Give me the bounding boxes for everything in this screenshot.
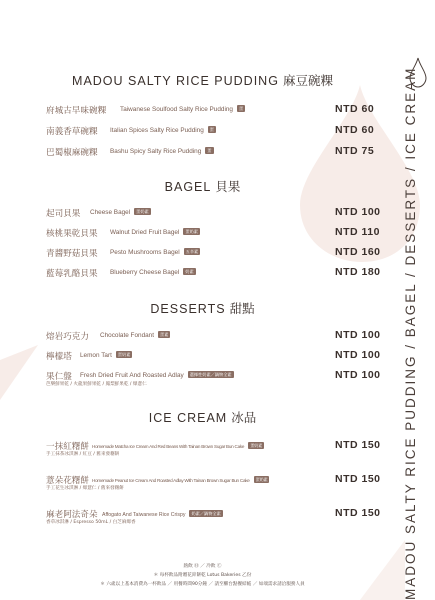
section-title-en: MADOU SALTY RICE PUDDING [72, 74, 279, 88]
item-name-en: Taiwanese Soulfood Salty Rice Pudding 蛋 [120, 106, 244, 113]
item-name-en: Homemade Peanut Ice Cream And Roasted Adlay With Tainan Brown Sugar Bun Cake 蛋奶素 [92, 477, 268, 483]
item-name-zh: 果仁盤 [46, 372, 72, 382]
menu-item [46, 330, 386, 348]
diet-tag: 奶素 [185, 269, 194, 274]
item-price: NTD 100 [335, 329, 381, 341]
diet-tag: 選擇性奶素／鍋物全素 [189, 372, 232, 377]
item-price: NTD 150 [335, 507, 381, 519]
item-name-zh: 核桃果乾貝果 [46, 229, 98, 239]
menu-item [46, 370, 386, 388]
item-name-en: Blueberry Cheese Bagel 奶素 [110, 269, 194, 276]
item-name-en: Italian Spices Salty Rice Pudding 蛋 [110, 127, 214, 134]
item-name-en: Walnut Dried Fruit Bagel 蛋奶素 [110, 229, 198, 236]
item-name-en: Fresh Dried Fruit And Roasted Adlay 選擇性奶素／鍋物全素 [80, 372, 232, 379]
item-name-en: Pesto Mushrooms Bagel 五辛素 [110, 249, 199, 256]
item-name-en: Lemon Tart 蛋奶素 [80, 352, 131, 359]
section-title-en: ICE CREAM [148, 411, 228, 425]
section-title-zh: 甜點 [229, 301, 255, 316]
item-name-zh: 巴蜀椒麻碗粿 [46, 148, 98, 158]
side-category-text: MADOU SALTY RICE PUDDING / BAGEL / DESSERTS / ICE CREAM [403, 66, 418, 600]
section-title-zh: 冰品 [231, 410, 257, 425]
item-price: NTD 75 [335, 145, 375, 157]
item-ingredients: 芭樂鮮果乾 / 火龍果鮮果乾 / 鳳梨鮮果乾 / 爆薏仁 [46, 382, 147, 387]
item-price: NTD 100 [335, 369, 381, 381]
section-title-en: BAGEL [164, 180, 212, 194]
item-name-zh: 藍莓乳酪貝果 [46, 269, 98, 279]
menu-item [46, 125, 386, 143]
section-title-en: DESSERTS [150, 302, 226, 316]
item-name-zh: 南義香草碗粿 [46, 127, 98, 137]
menu-item [46, 207, 386, 225]
menu-item [46, 227, 386, 245]
diet-tag: 蛋素 [160, 332, 169, 337]
diet-tag: 五辛素 [185, 249, 199, 254]
item-name-en: Bashu Spicy Salty Rice Pudding 蛋 [110, 148, 212, 155]
diet-tag: 奶素／鍋物全素 [191, 511, 221, 516]
section-title-desserts [0, 299, 405, 317]
diet-tag: 蛋奶素 [117, 352, 131, 357]
item-name-en: Chocolate Fondant 蛋素 [100, 332, 169, 339]
item-price: NTD 160 [335, 246, 381, 258]
item-price: NTD 60 [335, 124, 375, 136]
diet-tag: 蛋奶素 [255, 477, 268, 482]
menu-item [46, 440, 386, 458]
menu-item [46, 350, 386, 368]
section-title-icecream [0, 408, 405, 426]
item-price: NTD 150 [335, 473, 381, 485]
item-name-en: Cheese Bagel 蛋奶素 [90, 209, 149, 216]
item-price: NTD 100 [335, 349, 381, 361]
item-ingredients: 香草冰淇淋 / Espresso 50mL / 白芝麻爆香 [46, 520, 136, 525]
item-price: NTD 110 [335, 226, 380, 238]
item-name-zh: 薏朵花糬餅 [46, 476, 89, 486]
menu-item [46, 508, 386, 526]
diet-tag: 蛋奶素 [136, 209, 149, 214]
diet-tag: 蛋奶素 [185, 229, 198, 234]
item-price: NTD 100 [335, 206, 381, 218]
item-price: NTD 180 [335, 266, 381, 278]
section-title-zh: 貝果 [215, 179, 241, 194]
diet-tag: 蛋 [209, 127, 214, 132]
item-name-zh: 府城古早味碗粿 [46, 106, 107, 116]
item-price: NTD 60 [335, 103, 375, 115]
item-name-zh: 麻老阿法奇朵 [46, 510, 98, 520]
menu-item [46, 474, 386, 492]
diet-tag: 蛋奶素 [250, 443, 263, 448]
item-ingredients: 手工抹茶冰淇淋 / 紅豆 / 舊來發糬餅 [46, 452, 120, 457]
item-name-zh: 熔岩巧克力 [46, 332, 89, 342]
menu-item [46, 247, 386, 265]
diet-tag: 蛋 [207, 148, 212, 153]
menu-item [46, 267, 386, 285]
item-name-en: Homemade Matcha Ice Cream And Red Beans With Tainan Brown Sugar Bun Cake 蛋奶素 [92, 443, 263, 449]
footer-note-cookie: ＊ 每杯飲品附贈花鋅餅乾 Lotus Bakeries 乙份 [153, 573, 252, 578]
section-title-bagel [0, 177, 405, 195]
item-price: NTD 150 [335, 439, 381, 451]
item-ingredients: 手工花生冰淇淋 / 爆薏仁 / 舊來發糬餅 [46, 486, 124, 491]
footer-drink-legend: 熱飲 Ⓗ ／ 冷飲 Ⓒ [183, 564, 222, 569]
item-name-en: Affogato And Taiwanese Rice Crispy 奶素／鍋物全素 [102, 511, 221, 518]
item-name-zh: 青醬野菇貝果 [46, 249, 98, 259]
item-name-zh: 起司貝果 [46, 209, 81, 219]
item-name-zh: 一抹紅糬餅 [46, 442, 89, 452]
section-title-zh: 麻豆碗粿 [282, 73, 333, 88]
menu-item [46, 146, 386, 164]
diet-tag: 蛋 [238, 106, 244, 111]
section-title-pudding [0, 71, 405, 89]
item-name-zh: 檸檬塔 [46, 352, 72, 362]
menu-item [46, 104, 386, 122]
footer-note-policy: ＊ 六歲以上基本消費為一杯飲品 ／ 用餐時間90分鐘 ／ 請至櫃台點餐結帳 ／ 如端需求請洽服務人員 [100, 582, 305, 587]
